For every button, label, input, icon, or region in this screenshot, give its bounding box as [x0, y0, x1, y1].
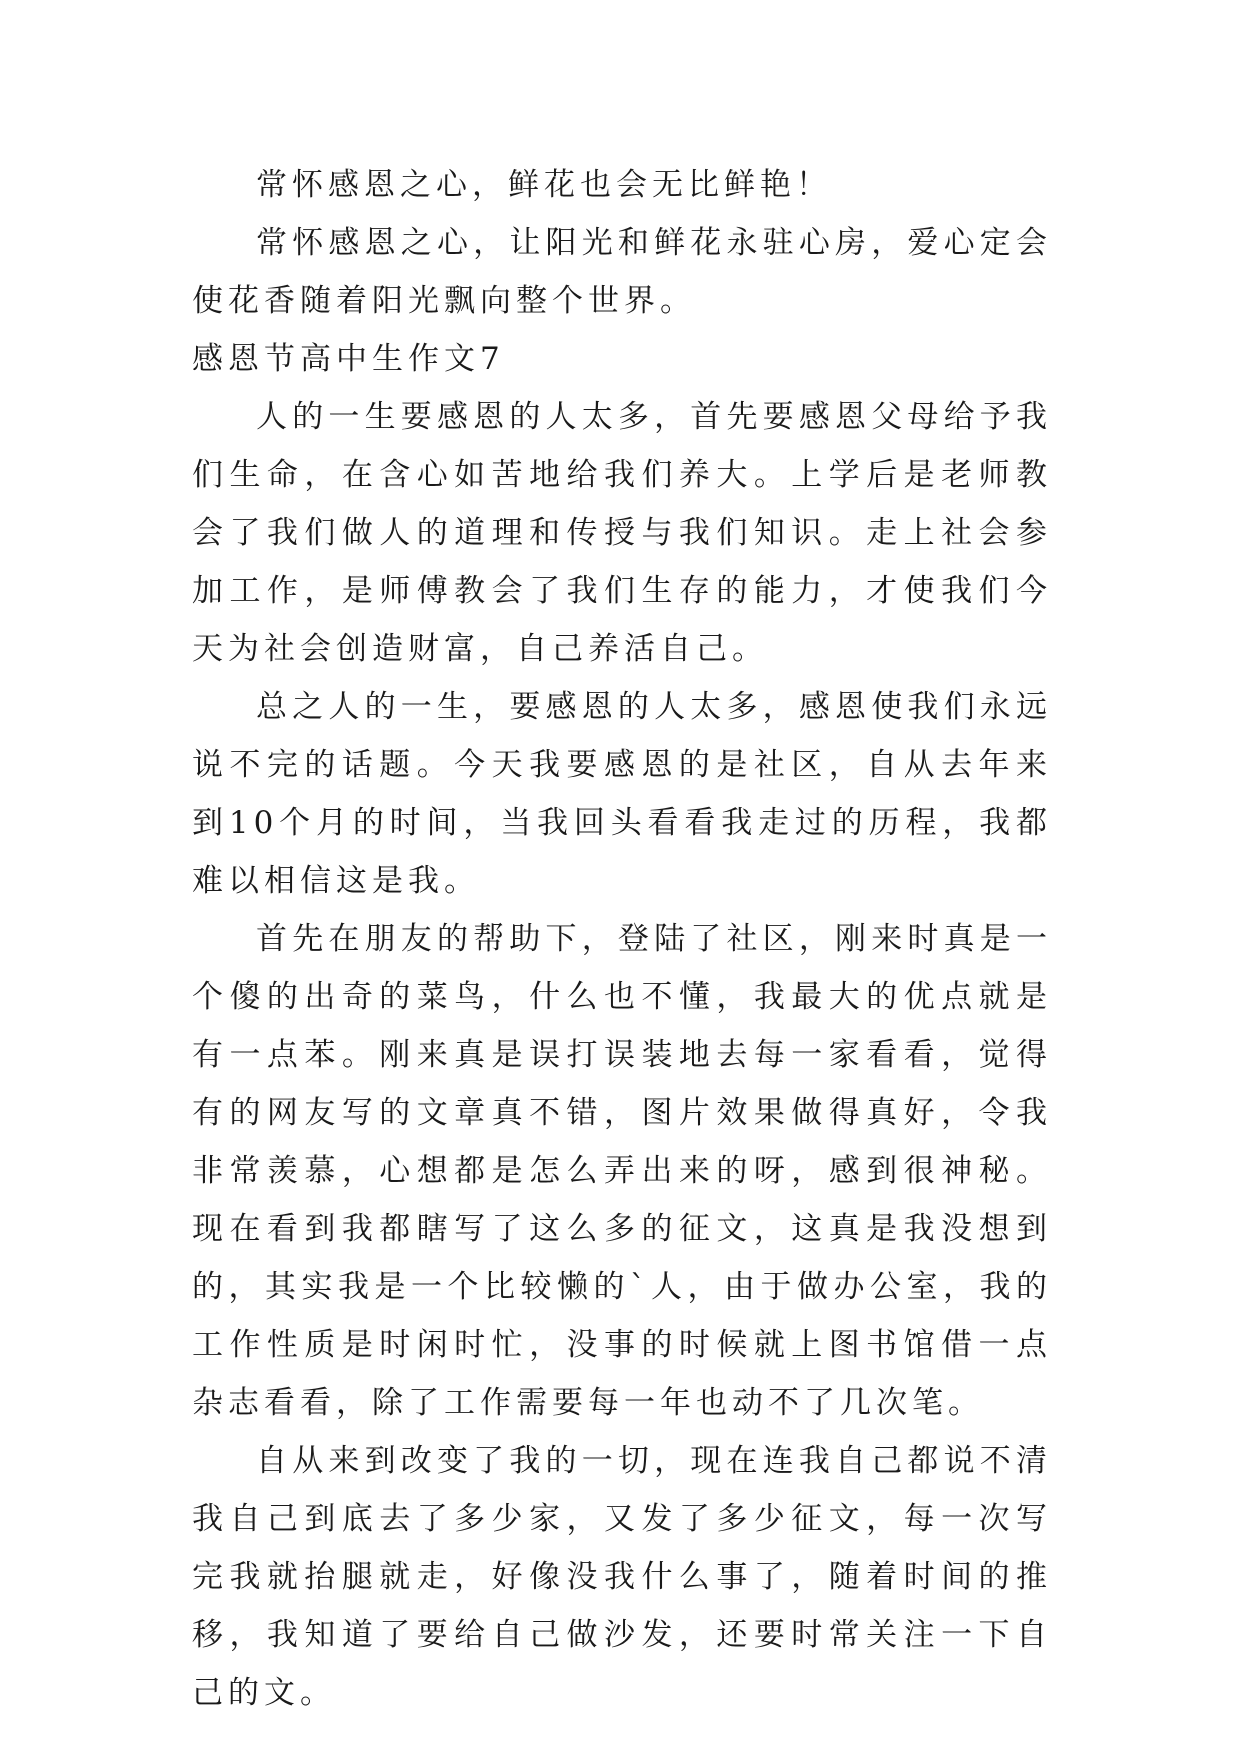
section-heading: 感恩节高中生作文7: [192, 341, 505, 377]
paragraph: 常怀感恩之心，让阳光和鲜花永驻心房，爱心定会使花香随着阳光飘向整个世界。: [192, 225, 1052, 319]
paragraph: 首先在朋友的帮助下，登陆了社区，刚来时真是一个傻的出奇的菜鸟，什么也不懂，我最大的优点就是有一点苯。刚来真是误打误装地去每一家看看，觉得有的网友写的文章真不错，图片效果做得真好，令我非常羡慕，心想都是怎么弄出来的呀，感到很神秘。现在看到我都瞎写了这么多的征文，这真是我没想到的，其实我是一个比较懒的`人，由于做办公室，我的工作性质是时闲时忙，没事的时候就上图书馆借一点杂志看看，除了工作需要每一年也动不了几次笔。: [192, 921, 1052, 1421]
paragraph: 总之人的一生，要感恩的人太多，感恩使我们永远说不完的话题。今天我要感恩的是社区，自从去年来到10个月的时间，当我回头看看我走过的历程，我都难以相信这是我。: [192, 689, 1052, 899]
document-body: [192, 156, 1052, 1722]
paragraph: 常怀感恩之心，鲜花也会无比鲜艳！: [256, 167, 832, 203]
paragraph: 自从来到改变了我的一切，现在连我自己都说不清我自己到底去了多少家，又发了多少征文，每一次写完我就抬腿就走，好像没我什么事了，随着时间的推移，我知道了要给自己做沙发，还要时常关注一下自己的文。: [192, 1443, 1052, 1711]
paragraph: 人的一生要感恩的人太多，首先要感恩父母给予我们生命，在含心如苦地给我们养大。上学后是老师教会了我们做人的道理和传授与我们知识。走上社会参加工作，是师傅教会了我们生存的能力，才使我们今天为社会创造财富，自己养活自己。: [192, 399, 1052, 667]
